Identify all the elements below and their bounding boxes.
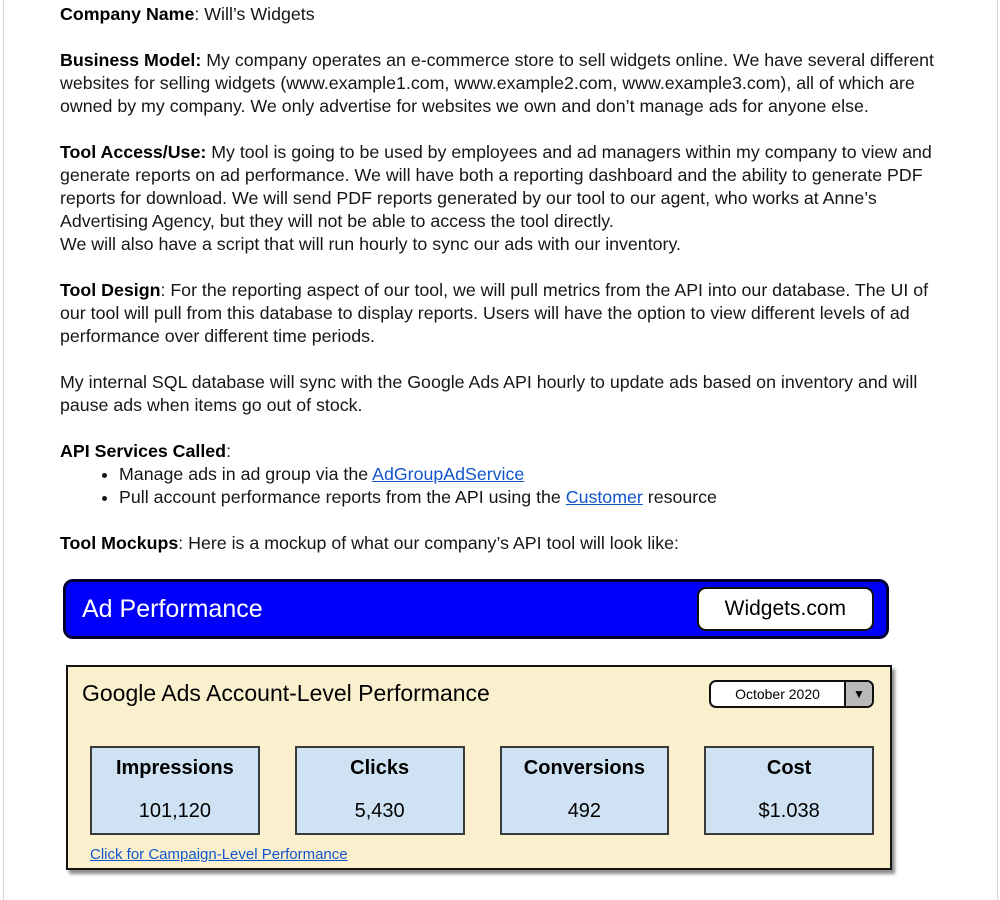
month-dropdown[interactable] [709, 680, 874, 708]
tool-access-text: My tool is going to be used by employees and ad managers within my company to view and generate reports on ad performance. We will have both a reporting dashboard and the ability to generate PDF reports for download. We will send PDF reports generated by our tool to our agent, who works at Anne’s Advertising Agency, but they will not be able to access the tool directly. [60, 142, 932, 231]
api-services-list [60, 463, 942, 509]
business-model-label: Business Model: [60, 50, 202, 70]
paragraph-api-services [60, 440, 942, 463]
campaign-level-link[interactable]: Click for Campaign-Level Performance [90, 846, 348, 863]
list-item [119, 463, 942, 486]
customer-resource-link[interactable]: Customer [565, 487, 643, 507]
tool-access-label: Tool Access/Use: [60, 142, 207, 162]
bullet-text: Manage ads in ad group via the [119, 464, 373, 484]
api-services-label: API Services Called [60, 441, 227, 461]
list-item [119, 486, 942, 509]
widgets-site-button[interactable]: Widgets.com [697, 587, 874, 630]
sql-sync-text: My internal SQL database will sync with the Google Ads API hourly to update ads based on inventory and will pause ads when items go out of stock. [60, 372, 918, 415]
business-model-text: My company operates an e-commerce store to sell widgets online. We have several different websites for selling widgets (www.example1.com, www.example2.com, www.example3.com), all of which are owned by my company. We only advertise for websites we own and don’t manage ads for anyone else. [60, 50, 934, 116]
bullet-text: Pull account performance reports from the API using the [119, 487, 566, 507]
metric-card-conversions [500, 746, 670, 835]
metric-label: Conversions [523, 757, 645, 779]
chevron-down-icon: ▼ [853, 687, 865, 701]
paragraph-company-name [60, 3, 942, 26]
metric-card-cost [704, 746, 874, 835]
tool-access-text-2: We will also have a script that will run hourly to sync our ads with our inventory. [60, 234, 681, 254]
company-name-label: Company Name [60, 4, 195, 24]
bullet-text-post: resource [642, 487, 717, 507]
paragraph-business-model [60, 49, 942, 118]
paragraph-tool-mockups [60, 532, 942, 555]
adgroupadservice-link[interactable]: AdGroupAdService [372, 464, 525, 484]
month-dropdown-value: October 2020 [735, 686, 820, 702]
panel-title: Google Ads Account-Level Performance [82, 680, 490, 706]
metric-card-clicks [295, 746, 465, 835]
metric-value: 101,120 [138, 800, 212, 822]
metric-value: 492 [567, 800, 602, 822]
document-page [3, 0, 998, 900]
company-name-value: : Will’s Widgets [194, 4, 315, 24]
tool-design-text: : For the reporting aspect of our tool, we will pull metrics from the API into our database. The UI of our tool will pull from this database to display reports. Users will have the option to view different levels of ad performance over different time periods. [60, 280, 929, 346]
metric-label: Cost [766, 757, 812, 779]
paragraph-tool-access [60, 141, 942, 256]
mockup-header-bar [63, 579, 889, 639]
tool-mockups-label: Tool Mockups [60, 533, 179, 553]
metric-card-impressions [90, 746, 260, 835]
metric-cards-row [68, 708, 890, 835]
mockup-header-title: Ad Performance [82, 594, 263, 623]
paragraph-tool-design [60, 279, 942, 348]
tool-design-label: Tool Design [60, 280, 161, 300]
document-body [60, 3, 942, 870]
api-services-colon: : [226, 441, 232, 461]
panel-header-row [68, 667, 890, 708]
account-performance-panel [66, 665, 892, 870]
metric-value: $1.038 [758, 800, 820, 822]
metric-label: Clicks [350, 757, 410, 779]
month-dropdown-arrow-button[interactable] [844, 682, 872, 706]
metric-value: 5,430 [354, 800, 405, 822]
tool-mockups-text: : Here is a mockup of what our company’s API tool will look like: [178, 533, 679, 553]
paragraph-sql-sync [60, 371, 942, 417]
metric-label: Impressions [115, 757, 234, 779]
